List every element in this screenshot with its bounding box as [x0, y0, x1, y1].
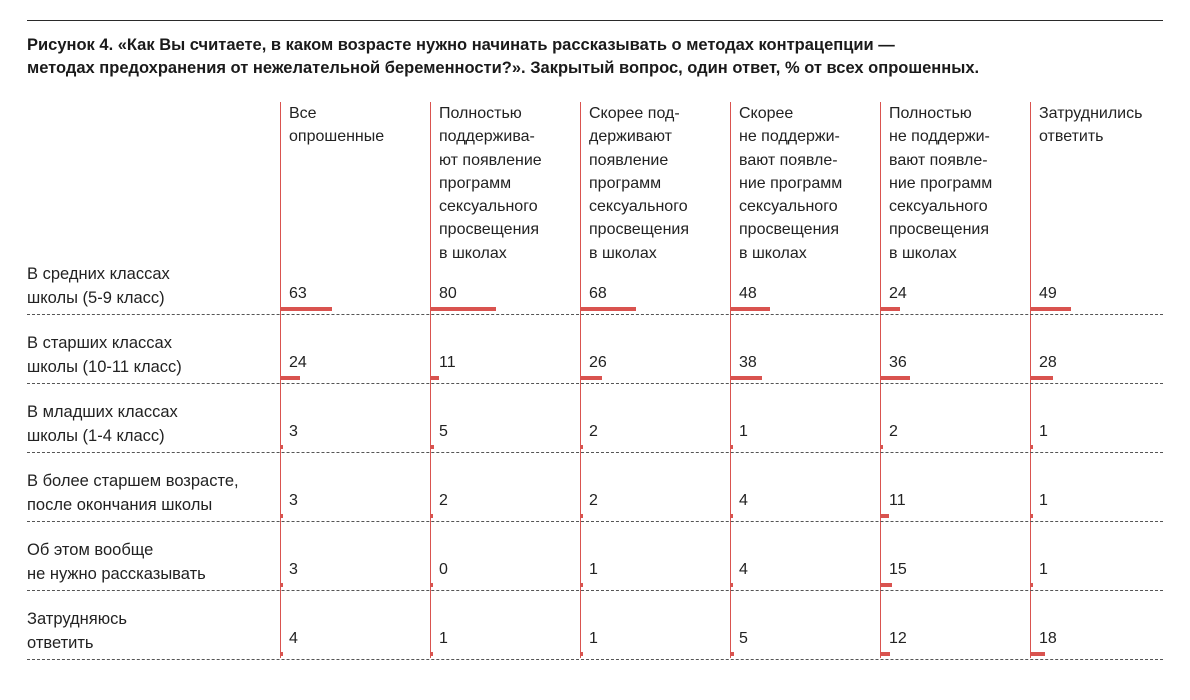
value-bar	[730, 307, 770, 311]
column-line	[430, 102, 431, 658]
row-label-line: школы (10-11 класс)	[27, 358, 182, 376]
value-bar	[430, 376, 439, 380]
column-header-line: просвещения	[439, 221, 539, 239]
cell-value: 2	[589, 492, 598, 509]
value-bar	[1030, 376, 1053, 380]
cell-value: 1	[439, 630, 448, 647]
column-header-line: Затруднились	[1039, 105, 1143, 122]
top-rule	[27, 20, 1163, 21]
cell-value: 3	[289, 492, 298, 509]
cell-value: 68	[589, 285, 607, 302]
column-header-line: ют появление	[439, 151, 542, 169]
column-header	[289, 102, 429, 149]
cell-value: 80	[439, 285, 457, 302]
cell-value: 1	[589, 561, 598, 578]
cell-value: 4	[739, 561, 748, 578]
value-bar	[280, 307, 332, 311]
value-bar	[1030, 652, 1045, 656]
value-bar	[730, 583, 733, 587]
value-bar	[430, 445, 434, 449]
value-bar	[580, 376, 602, 380]
column-header-line: в школах	[739, 244, 807, 262]
column-header-line: поддержива-	[439, 128, 535, 146]
column-header-line: программ	[589, 174, 662, 192]
cell-value: 5	[439, 423, 448, 440]
cell-value: 2	[439, 492, 448, 509]
cell-value: 5	[739, 630, 748, 647]
column-header-line: Все	[289, 105, 317, 122]
value-bar	[580, 583, 583, 587]
column-header-line: сексуального	[589, 198, 688, 216]
row-label-line: после окончания школы	[27, 496, 213, 514]
column-header	[889, 102, 1029, 265]
cell-value: 11	[439, 354, 456, 371]
cell-value: 1	[1039, 423, 1048, 440]
value-bar	[280, 514, 283, 518]
value-bar	[430, 583, 433, 587]
value-bar	[1030, 445, 1033, 449]
row-divider	[27, 521, 1163, 522]
value-bar	[730, 652, 734, 656]
row-label	[27, 262, 277, 310]
row-label	[27, 469, 277, 517]
value-bar	[430, 307, 496, 311]
cell-value: 38	[739, 354, 757, 371]
value-bar	[730, 445, 733, 449]
column-header-line: ние программ	[739, 174, 843, 192]
row-label	[27, 331, 277, 379]
cell-value: 18	[1039, 630, 1057, 647]
value-bar	[580, 514, 583, 518]
cell-value: 24	[889, 285, 907, 302]
value-bar	[280, 652, 283, 656]
column-header	[1039, 102, 1179, 149]
column-header-line: в школах	[439, 244, 507, 262]
column-line	[580, 102, 581, 658]
column-header-line: опрошенные	[289, 128, 385, 146]
value-bar	[580, 445, 583, 449]
value-bar	[1030, 514, 1033, 518]
column-header-line: не поддержи-	[739, 128, 840, 146]
value-bar	[580, 652, 583, 656]
chart-title-line: Рисунок 4. «Как Вы считаете, в каком возрасте нужно начинать рассказывать о методах контрацепции —	[27, 36, 895, 54]
row-divider	[27, 590, 1163, 591]
cell-value: 26	[589, 354, 607, 371]
cell-value: 4	[289, 630, 298, 647]
cell-value: 24	[289, 354, 307, 371]
row-label-line: Затрудняюсь	[27, 610, 127, 628]
column-header	[739, 102, 879, 265]
row-divider	[27, 314, 1163, 315]
cell-value: 1	[1039, 561, 1048, 578]
cell-value: 36	[889, 354, 907, 371]
value-bar	[430, 652, 433, 656]
column-header	[439, 102, 579, 265]
value-bar	[880, 514, 889, 518]
column-header-line: не поддержи-	[889, 128, 990, 146]
value-bar	[430, 514, 433, 518]
row-label-line: школы (5-9 класс)	[27, 289, 165, 307]
column-header-line: Полностью	[439, 105, 522, 122]
cell-value: 1	[739, 423, 748, 440]
row-label-line: не нужно рассказывать	[27, 565, 206, 583]
column-header-line: программ	[439, 174, 512, 192]
value-bar	[1030, 583, 1033, 587]
value-bar	[280, 445, 283, 449]
column-header-line: ние программ	[889, 174, 993, 192]
cell-value: 49	[1039, 285, 1057, 302]
column-header-line: просвещения	[739, 221, 839, 239]
chart-title-line: методах предохранения от нежелательной беременности?». Закрытый вопрос, один ответ, % от всех опрошенных.	[27, 59, 980, 77]
row-divider	[27, 659, 1163, 660]
row-label-line: ответить	[27, 634, 94, 652]
value-bar	[1030, 307, 1071, 311]
row-label-line: школы (1-4 класс)	[27, 427, 165, 445]
row-label-line: В старших классах	[27, 334, 172, 352]
row-label	[27, 538, 277, 586]
column-header-line: вают появле-	[889, 151, 988, 169]
row-label	[27, 607, 277, 655]
value-bar	[880, 376, 910, 380]
cell-value: 48	[739, 285, 757, 302]
value-bar	[880, 583, 892, 587]
cell-value: 2	[889, 423, 898, 440]
cell-value: 2	[589, 423, 598, 440]
chart-title	[27, 34, 1167, 80]
cell-value: 0	[439, 561, 448, 578]
cell-value: 28	[1039, 354, 1057, 371]
column-header-line: ответить	[1039, 128, 1104, 146]
cell-value: 63	[289, 285, 307, 302]
column-line	[280, 102, 281, 658]
value-bar	[730, 376, 762, 380]
row-label-line: Об этом вообще	[27, 541, 154, 559]
cell-value: 1	[1039, 492, 1048, 509]
column-header-line: в школах	[589, 244, 657, 262]
value-bar	[280, 376, 300, 380]
column-header-line: Скорее	[739, 105, 794, 122]
cell-value: 1	[589, 630, 598, 647]
column-header-line: в школах	[889, 244, 957, 262]
row-divider	[27, 452, 1163, 453]
cell-value: 4	[739, 492, 748, 509]
column-header-line: Скорее под-	[589, 105, 680, 122]
cell-value: 12	[889, 630, 907, 647]
cell-value: 3	[289, 561, 298, 578]
column-line	[880, 102, 881, 658]
value-bar	[880, 652, 890, 656]
value-bar	[580, 307, 636, 311]
column-header-line: сексуального	[889, 198, 988, 216]
cell-value: 11	[889, 492, 906, 509]
row-divider	[27, 383, 1163, 384]
column-header	[589, 102, 729, 265]
value-bar	[880, 445, 883, 449]
column-header-line: держивают	[589, 128, 672, 146]
value-bar	[280, 583, 283, 587]
row-label-line: В младших классах	[27, 403, 178, 421]
cell-value: 15	[889, 561, 907, 578]
row-label-line: В более старшем возрасте,	[27, 472, 239, 490]
column-header-line: вают появле-	[739, 151, 838, 169]
value-bar	[730, 514, 733, 518]
cell-value: 3	[289, 423, 298, 440]
value-bar	[880, 307, 900, 311]
row-label	[27, 400, 277, 448]
row-label-line: В средних классах	[27, 265, 170, 283]
column-header-line: сексуального	[439, 198, 538, 216]
column-header-line: просвещения	[889, 221, 989, 239]
column-header-line: Полностью	[889, 105, 972, 122]
column-header-line: появление	[589, 151, 669, 169]
column-line	[730, 102, 731, 658]
column-header-line: просвещения	[589, 221, 689, 239]
column-line	[1030, 102, 1031, 658]
column-header-line: сексуального	[739, 198, 838, 216]
